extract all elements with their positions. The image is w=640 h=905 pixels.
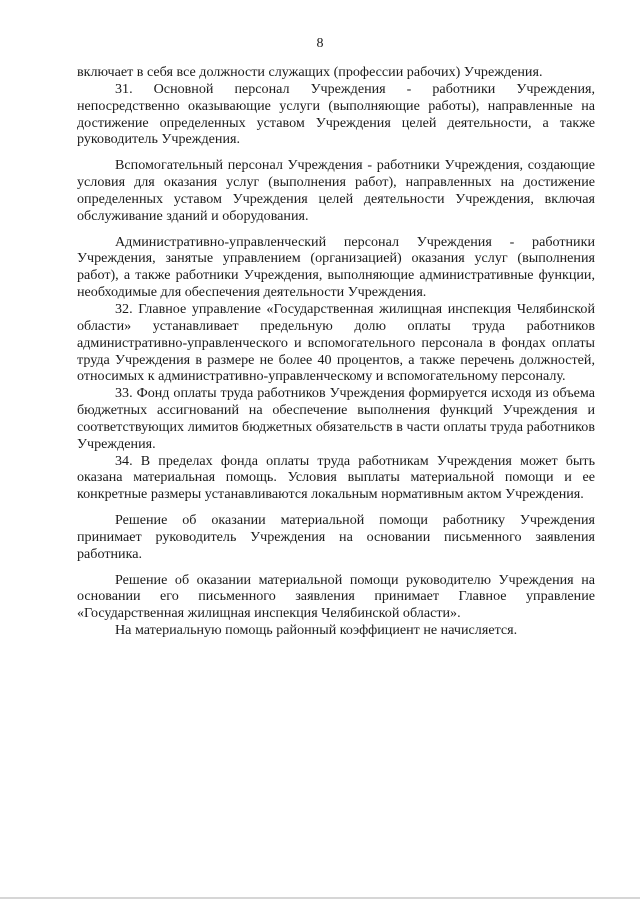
paragraph-34-material-aid: 34. В пределах фонда оплаты труда работникам Учреждения может быть оказана материальная помощь. Условия выплаты материальной помощи и ее конкретные размеры устанавливаются локальным нормативным актом Учреждения.: [77, 452, 595, 503]
document-body: [77, 64, 595, 639]
paragraph-32-share-limit: 32. Главное управление «Государственная жилищная инспекция Челябинской области» устанавливает предельную долю оплаты труда работников административно-управленческого и вспомогательного персонала в фондах оплаты труда Учреждения в размере не более 40 процентов, а также перечень должностей, относимых к административно-управленческому и вспомогательному персоналу.: [77, 300, 595, 385]
paragraph-31-main-staff: 31. Основной персонал Учреждения - работники Учреждения, непосредственно оказывающие услуги (выполняющие работы), направленные на достижение определенных уставом Учреждения целей деятельности, а также руководитель Учреждения.: [77, 80, 595, 148]
paragraph-admin-staff: Административно-управленческий персонал Учреждения - работники Учреждения, занятые управлением (организацией) оказания услуг (выполнения работ), а также работники Учреждения, выполняющие административные функции, необходимые для обеспечения деятельности Учреждения.: [77, 233, 595, 301]
paragraph-aid-decision-employee: Решение об оказании материальной помощи работнику Учреждения принимает руководитель Учреждения на основании письменного заявления работника.: [77, 512, 595, 562]
paragraph-33-wage-fund: 33. Фонд оплаты труда работников Учреждения формируется исходя из объема бюджетных ассигнований на обеспечение выполнения функций Учреждения и соответствующих лимитов бюджетных обязательств в части оплаты труда работников Учреждения.: [77, 385, 595, 452]
paragraph-continuation: включает в себя все должности служащих (профессии рабочих) Учреждения.: [77, 64, 543, 80]
page-number: 8: [316, 36, 324, 51]
paragraph-regional-coefficient: На материальную помощь районный коэффициент не начисляется.: [115, 622, 518, 639]
paragraph-support-staff: Вспомогательный персонал Учреждения - работники Учреждения, создающие условия для оказания услуг (выполнения работ), направленных на достижение определенных уставом Учреждения целей деятельности Учреждения, включая обслуживание зданий и оборудования.: [77, 157, 595, 224]
scan-bottom-edge: [0, 897, 640, 899]
paragraph-aid-decision-director: Решение об оказании материальной помощи руководителю Учреждения на основании его письменного заявления принимает Главное управление «Государственная жилищная инспекция Челябинской области».: [77, 571, 595, 622]
